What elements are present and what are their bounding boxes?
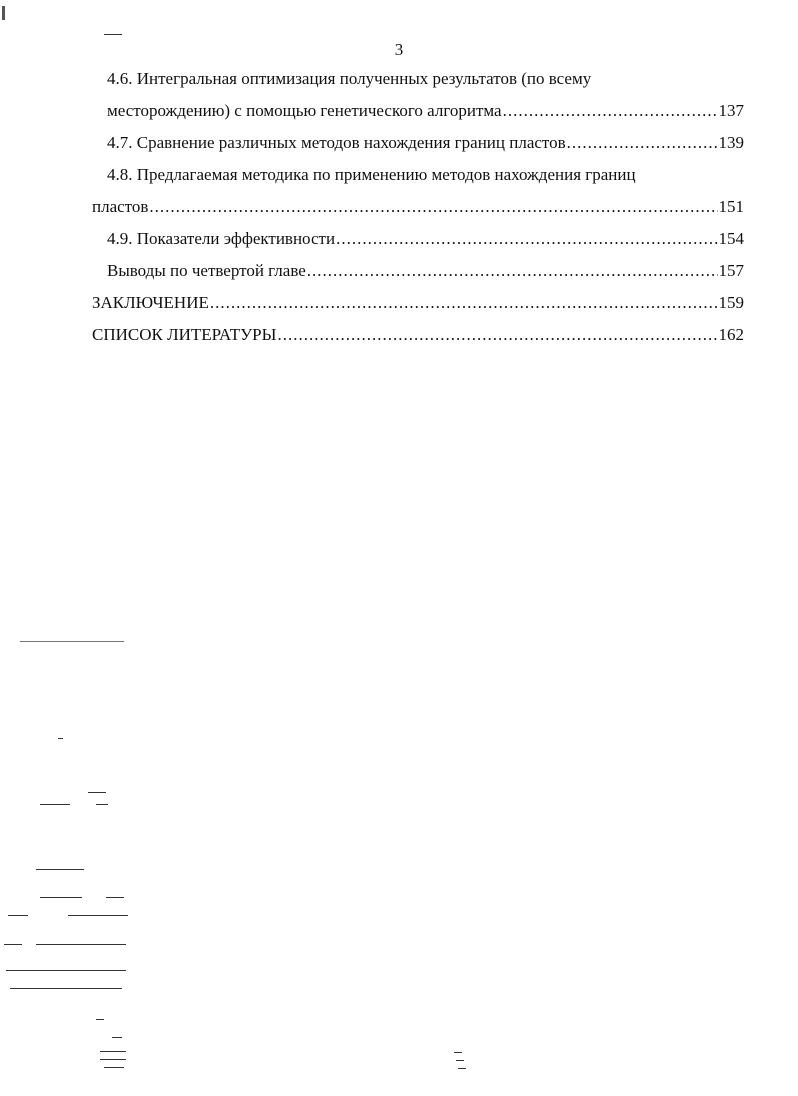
toc-page-number: 137 [718, 101, 744, 120]
toc-page-number: 159 [718, 293, 744, 312]
toc-entry-conclusion [92, 287, 744, 319]
dot-leader [210, 287, 718, 319]
dot-leader [567, 127, 718, 159]
toc-page-number: 139 [718, 133, 744, 152]
toc-entry-4-9 [92, 223, 744, 255]
dot-leader [336, 223, 717, 255]
toc-entry-line: СПИСОК ЛИТЕРАТУРЫ [92, 325, 277, 344]
toc-entry-row [107, 255, 744, 287]
toc-entry-line: Выводы по четвертой главе [107, 261, 306, 280]
dot-leader [503, 95, 718, 127]
toc-entry-4-6 [92, 63, 744, 127]
toc-entry-line: пластов [92, 197, 149, 216]
toc-entry-line: 4.6. Интегральная оптимизация полученных результатов (по всему [107, 69, 592, 88]
toc-entry-row [107, 223, 744, 255]
dot-leader [307, 255, 718, 287]
toc-entry-row [107, 95, 744, 127]
table-of-contents [92, 63, 744, 351]
dot-leader [149, 191, 717, 223]
toc-entry-conclusions-ch4 [92, 255, 744, 287]
toc-page-number: 154 [718, 229, 744, 248]
toc-entry-row [92, 319, 744, 351]
toc-entry-4-7 [92, 127, 744, 159]
toc-page-number: 151 [718, 197, 744, 216]
toc-entry-row [92, 287, 744, 319]
toc-entry-line: 4.9. Показатели эффективности [107, 229, 336, 248]
toc-entry-line: 4.7. Сравнение различных методов нахождения границ пластов [107, 133, 566, 152]
toc-entry-references [92, 319, 744, 351]
page-number: 3 [394, 40, 404, 59]
dot-leader [277, 319, 717, 351]
toc-entry-row [92, 191, 744, 223]
toc-entry-line: 4.8. Предлагаемая методика по применению методов нахождения границ [107, 165, 636, 184]
toc-entry-row [107, 127, 744, 159]
toc-entry-line: ЗАКЛЮЧЕНИЕ [92, 293, 209, 312]
toc-page-number: 157 [718, 261, 744, 280]
toc-entry-line: месторождению) с помощью генетического алгоритма [107, 101, 502, 120]
toc-page-number: 162 [718, 325, 744, 344]
toc-entry-4-8 [92, 159, 744, 223]
